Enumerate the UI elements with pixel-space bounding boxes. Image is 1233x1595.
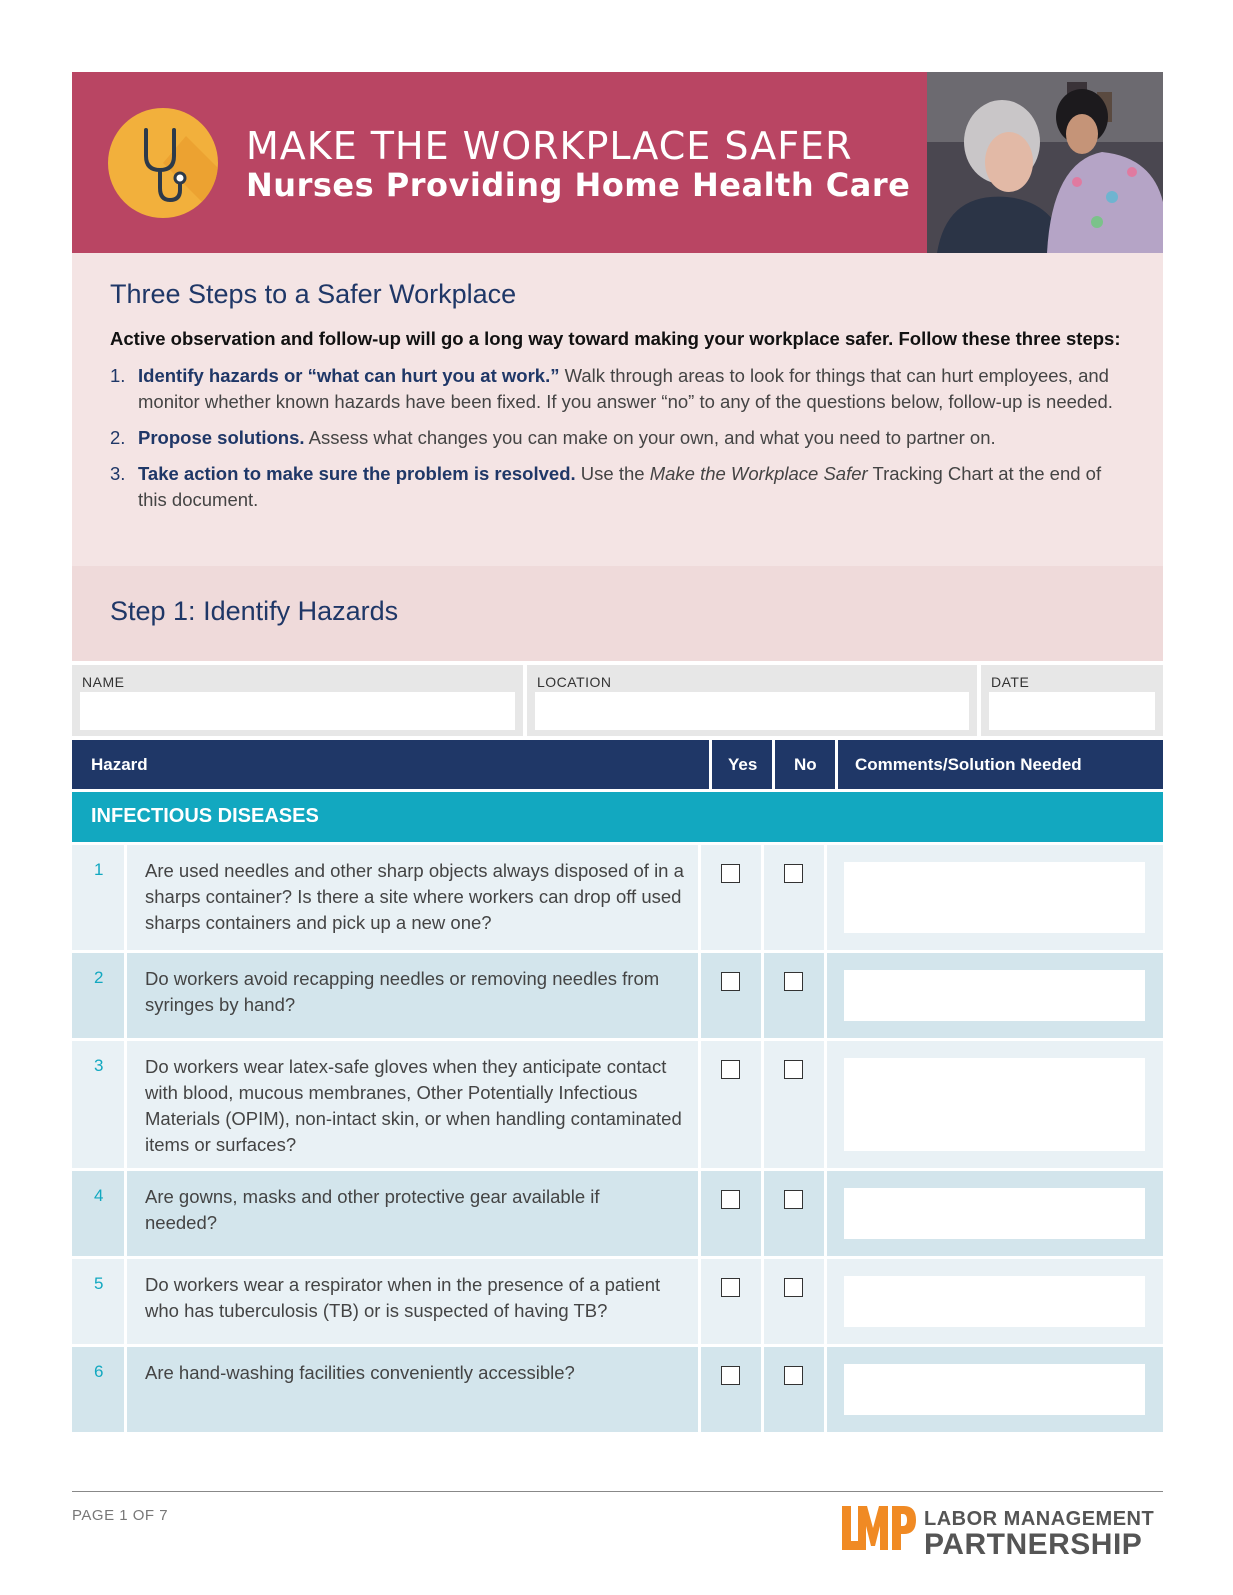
row-question: Are used needles and other sharp objects always disposed of in a sharps container? Is there a site where workers can drop off used sharps containers and pick up a new one?	[145, 860, 684, 933]
footer-divider	[72, 1491, 1163, 1492]
intro-lead: Active observation and follow-up will go a long way toward making your workplace safer. Follow these three steps:	[110, 328, 1121, 349]
stethoscope-icon	[108, 108, 218, 218]
no-checkbox[interactable]	[784, 1060, 803, 1079]
page-subtitle: Nurses Providing Home Health Care	[246, 166, 911, 204]
table-row	[72, 1347, 1163, 1432]
step-italic: Make the Workplace Safer	[649, 463, 868, 484]
location-label: LOCATION	[537, 674, 612, 690]
no-checkbox[interactable]	[784, 864, 803, 883]
step-number: 2.	[110, 427, 126, 448]
comment-input[interactable]	[844, 862, 1145, 933]
row-number: 4	[94, 1186, 104, 1205]
comment-input[interactable]	[844, 1364, 1145, 1415]
step1-heading: Step 1: Identify Hazards	[110, 596, 399, 626]
row-number: 6	[94, 1362, 104, 1381]
header-divider	[835, 740, 838, 789]
step-text: Use the	[575, 463, 650, 484]
step-text: Assess what changes you can make on your own, and what you need to partner on.	[304, 427, 996, 448]
date-input[interactable]	[989, 692, 1155, 730]
row-number: 1	[94, 860, 104, 879]
location-field-group	[527, 665, 977, 736]
steps-list	[110, 363, 1120, 523]
row-question: Do workers avoid recapping needles or removing needles from syringes by hand?	[145, 968, 660, 1015]
name-field-group	[72, 665, 523, 736]
header-photo	[927, 72, 1163, 253]
row-question: Are gowns, masks and other protective gear available if needed?	[145, 1186, 600, 1233]
date-field-group	[981, 665, 1163, 736]
form-fields	[72, 665, 1163, 736]
intro-heading: Three Steps to a Safer Workplace	[110, 279, 517, 309]
date-label: DATE	[991, 674, 1030, 690]
row-number: 3	[94, 1056, 104, 1075]
row-question: Are hand-washing facilities conveniently accessible?	[145, 1362, 575, 1383]
step-text: Tracking Chart at the end of this document.	[138, 463, 1102, 510]
header-hazard: Hazard	[91, 755, 148, 774]
yes-checkbox[interactable]	[721, 1190, 740, 1209]
yes-checkbox[interactable]	[721, 1278, 740, 1297]
comment-input[interactable]	[844, 1058, 1145, 1151]
table-row	[72, 1171, 1163, 1256]
step-item	[110, 363, 1120, 415]
name-label: NAME	[82, 674, 125, 690]
table-row	[72, 953, 1163, 1038]
header-divider	[772, 740, 775, 789]
comment-input[interactable]	[844, 970, 1145, 1021]
step-number: 3.	[110, 463, 126, 484]
header-no: No	[794, 755, 817, 774]
table-row	[72, 1259, 1163, 1344]
step-highlight: Identify hazards or “what can hurt you at work.”	[138, 365, 560, 386]
no-checkbox[interactable]	[784, 1190, 803, 1209]
page-title: MAKE THE WORKPLACE SAFER	[246, 124, 853, 168]
yes-checkbox[interactable]	[721, 1366, 740, 1385]
org-name-line1: LABOR MANAGEMENT	[924, 1508, 1155, 1530]
no-checkbox[interactable]	[784, 1278, 803, 1297]
yes-checkbox[interactable]	[721, 972, 740, 991]
step-highlight: Take action to make sure the problem is resolved.	[138, 463, 576, 484]
row-question: Do workers wear a respirator when in the presence of a patient who has tuberculosis (TB) or is suspected of having TB?	[145, 1274, 661, 1321]
step-highlight: Propose solutions.	[138, 427, 305, 448]
category-label: INFECTIOUS DISEASES	[91, 805, 319, 827]
row-number: 2	[94, 968, 104, 987]
category-row	[72, 792, 1163, 842]
comment-input[interactable]	[844, 1188, 1145, 1239]
step-item	[110, 425, 1120, 451]
header-yes: Yes	[728, 755, 758, 774]
step-text: Walk through areas to look for things that can hurt employees, and monitor whether known hazards have been fixed. If you answer “no” to any of the questions below, follow-up is needed.	[138, 365, 1113, 412]
comment-input[interactable]	[844, 1276, 1145, 1327]
step-item	[110, 461, 1120, 513]
page-number: PAGE 1 OF 7	[72, 1507, 169, 1524]
header-banner	[72, 72, 1163, 253]
table-row	[72, 1041, 1163, 1168]
yes-checkbox[interactable]	[721, 864, 740, 883]
org-name-line2: PARTNERSHIP	[924, 1528, 1143, 1561]
intro-section	[72, 253, 1163, 566]
location-input[interactable]	[535, 692, 969, 730]
row-question: Do workers wear latex-safe gloves when they anticipate contact with blood, mucous membranes, Other Potentially Infectious Materials (OPIM), non-intact skin, or when handling contaminated items or surfaces?	[145, 1056, 682, 1155]
header-comments: Comments/Solution Needed	[855, 755, 1082, 774]
yes-checkbox[interactable]	[721, 1060, 740, 1079]
step1-section	[72, 566, 1163, 661]
no-checkbox[interactable]	[784, 972, 803, 991]
step-number: 1.	[110, 365, 126, 386]
name-input[interactable]	[80, 692, 515, 730]
lmp-logo-icon	[840, 1502, 918, 1559]
no-checkbox[interactable]	[784, 1366, 803, 1385]
header-divider	[709, 740, 712, 789]
table-header	[72, 740, 1163, 789]
table-row	[72, 845, 1163, 950]
row-number: 5	[94, 1274, 104, 1293]
